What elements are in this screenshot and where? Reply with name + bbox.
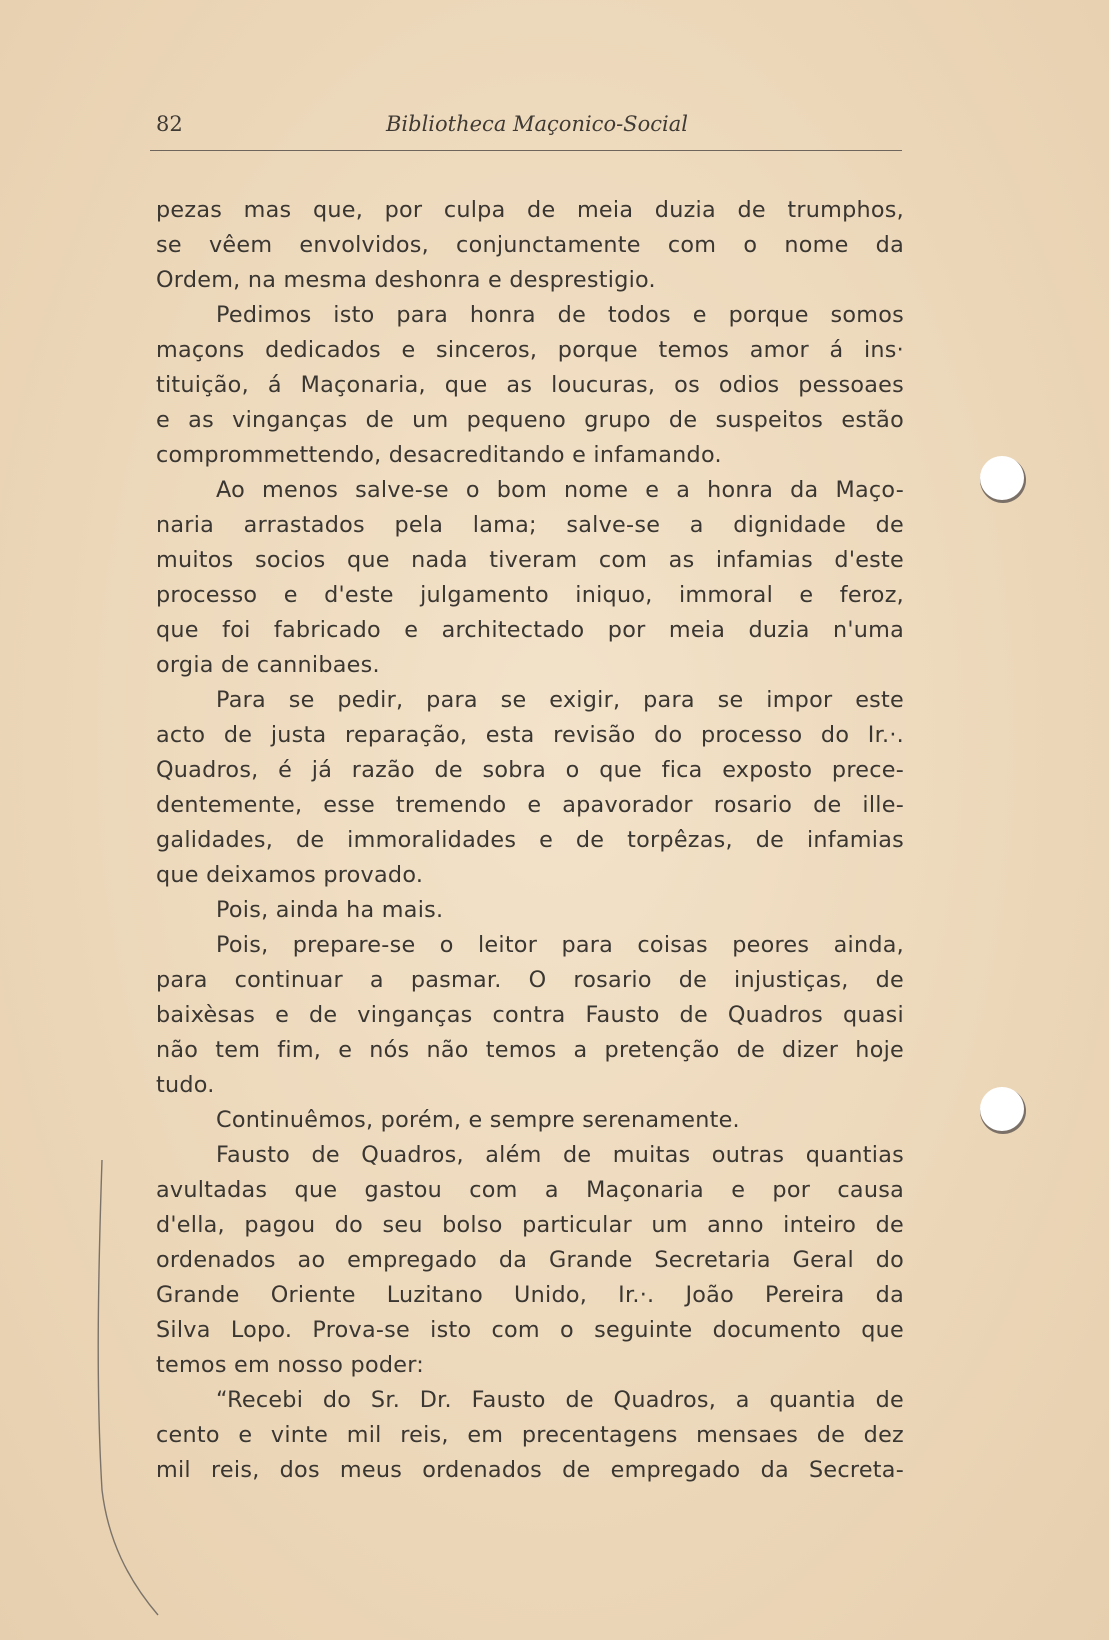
body-text: [156, 193, 904, 1488]
binding-crease: [88, 1160, 178, 1620]
text-line: Pois, prepare-se o leitor para coisas peores ainda,: [216, 932, 904, 958]
text-line: d'ella, pagou do seu bolso particular um anno inteiro de: [156, 1212, 904, 1238]
text-line: ordenados ao empregado da Grande Secretaria Geral do: [156, 1247, 904, 1273]
text-line: maçons dedicados e sinceros, porque temos amor á ins·: [156, 337, 904, 363]
text-line: Fausto de Quadros, além de muitas outras quantias: [216, 1142, 904, 1168]
text-line: processo e d'este julgamento iniquo, immoral e feroz,: [156, 582, 904, 608]
text-line: Pedimos isto para honra de todos e porque somos: [216, 302, 904, 328]
text-line: galidades, de immoralidades e de torpêzas, de infamias: [156, 827, 904, 853]
text-line: dentemente, esse tremendo e apavorador rosario de ille-: [156, 792, 904, 818]
punch-hole: [980, 456, 1024, 500]
text-line: Quadros, é já razão de sobra o que fica exposto prece-: [156, 757, 904, 783]
text-line: e as vinganças de um pequeno grupo de suspeitos estão: [156, 407, 904, 433]
text-line: tituição, á Maçonaria, que as loucuras, os odios pessoaes: [156, 372, 904, 398]
punch-hole: [980, 1087, 1024, 1131]
text-line: baixèsas e de vinganças contra Fausto de Quadros quasi: [156, 1002, 904, 1028]
text-line: muitos socios que nada tiveram com as infamias d'este: [156, 547, 904, 573]
text-line: Continuêmos, porém, e sempre serenamente.: [216, 1107, 740, 1133]
text-line: que deixamos provado.: [156, 862, 424, 888]
text-line: Pois, ainda ha mais.: [216, 897, 444, 923]
text-line: naria arrastados pela lama; salve-se a dignidade de: [156, 512, 904, 538]
text-line: Ordem, na mesma deshonra e desprestigio.: [156, 267, 656, 293]
text-line: se vêem envolvidos, conjunctamente com o nome da: [156, 232, 904, 258]
text-line: tudo.: [156, 1072, 215, 1098]
text-line: “Recebi do Sr. Dr. Fausto de Quadros, a quantia de: [216, 1387, 904, 1413]
text-line: Grande Oriente Luzitano Unido, Ir.·. João Pereira da: [156, 1282, 904, 1308]
text-line: Ao menos salve-se o bom nome e a honra da Maço-: [216, 477, 904, 503]
text-line: avultadas que gastou com a Maçonaria e por causa: [156, 1177, 904, 1203]
text-line: não tem fim, e nós não temos a pretenção de dizer hoje: [156, 1037, 904, 1063]
text-line: Para se pedir, para se exigir, para se impor este: [216, 687, 904, 713]
text-line: Silva Lopo. Prova-se isto com o seguinte documento que: [156, 1317, 904, 1343]
text-line: que foi fabricado e architectado por meia duzia n'uma: [156, 617, 904, 643]
header-rule: [150, 150, 902, 151]
running-title: Bibliotheca Maçonico-Social: [386, 112, 688, 136]
text-line: orgia de cannibaes.: [156, 652, 380, 678]
text-line: comprommettendo, desacreditando e infamando.: [156, 442, 722, 468]
text-line: temos em nosso poder:: [156, 1352, 424, 1378]
text-line: cento e vinte mil reis, em precentagens mensaes de dez: [156, 1422, 904, 1448]
text-line: acto de justa reparação, esta revisão do processo do Ir.·.: [156, 722, 904, 748]
page-number: 82: [156, 112, 183, 136]
page-header: [156, 112, 898, 144]
text-line: para continuar a pasmar. O rosario de injustiças, de: [156, 967, 904, 993]
text-line: pezas mas que, por culpa de meia duzia de trumphos,: [156, 197, 904, 223]
text-line: mil reis, dos meus ordenados de empregado da Secreta-: [156, 1457, 904, 1483]
